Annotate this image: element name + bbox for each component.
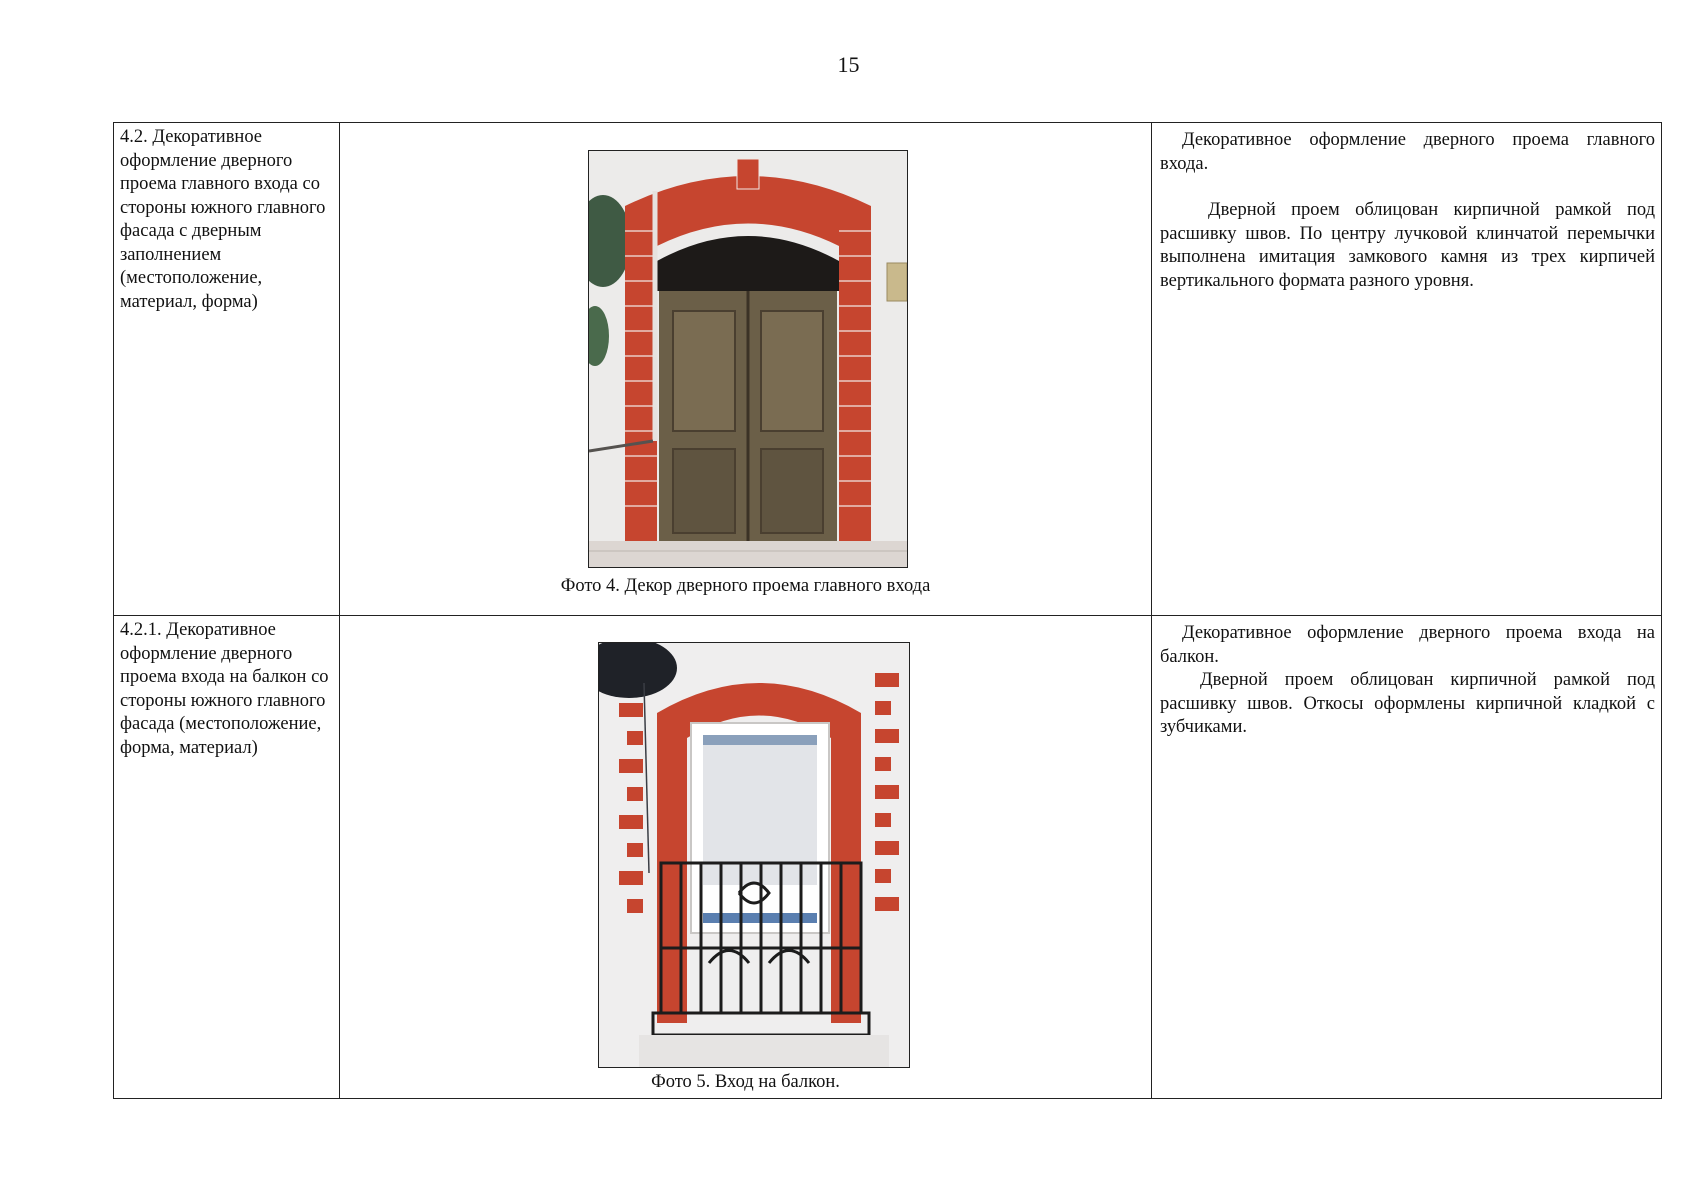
- page-number: 15: [837, 52, 860, 77]
- detail-paragraph: Декоративное оформление дверного проема входа на балкон.: [1160, 623, 1655, 667]
- table-row: [114, 616, 1662, 1099]
- element-detail-text: [1152, 616, 1661, 740]
- photo-balcony-entrance: [598, 642, 910, 1068]
- detail-paragraph: Декоративное оформление дверного проема главного входа.: [1160, 130, 1655, 174]
- element-description: 4.2. Декоративное оформление дверного проема главного входа со стороны южного главного фасада с дверным заполнением (местоположение, материал, форма): [120, 127, 326, 312]
- element-detail-text: [1152, 123, 1661, 293]
- element-description-cell: [114, 123, 340, 616]
- table-row: [114, 123, 1662, 616]
- photo-caption: Фото 5. Вход на балкон.: [651, 1072, 840, 1092]
- detail-paragraph: Дверной проем облицован кирпичной рамкой под расшивку швов. Откосы оформлены кирпичной кладкой с зубчиками.: [1160, 670, 1655, 737]
- heritage-table: [113, 122, 1662, 1099]
- photo-caption: Фото 4. Декор дверного проема главного входа: [560, 576, 931, 596]
- balcony-photo-image: [599, 643, 909, 1067]
- element-description: 4.2.1. Декоративное оформление дверного проема входа на балкон со стороны южного главного фасада (местоположение, форма, материал): [120, 620, 329, 758]
- door-photo-image: [589, 151, 907, 567]
- photo-cell: [340, 123, 1152, 616]
- photo-cell: [340, 616, 1152, 1099]
- photo-main-entrance-door: [588, 150, 908, 568]
- element-detail-cell: [1152, 616, 1662, 1099]
- element-description-cell: [114, 616, 340, 1099]
- element-detail-cell: [1152, 123, 1662, 616]
- detail-paragraph: Дверной проем облицован кирпичной рамкой под расшивку швов. По центру лучковой клинчатой перемычки выполнена имитация замкового камня из трех кирпичей вертикального формата разного уровня.: [1160, 200, 1655, 291]
